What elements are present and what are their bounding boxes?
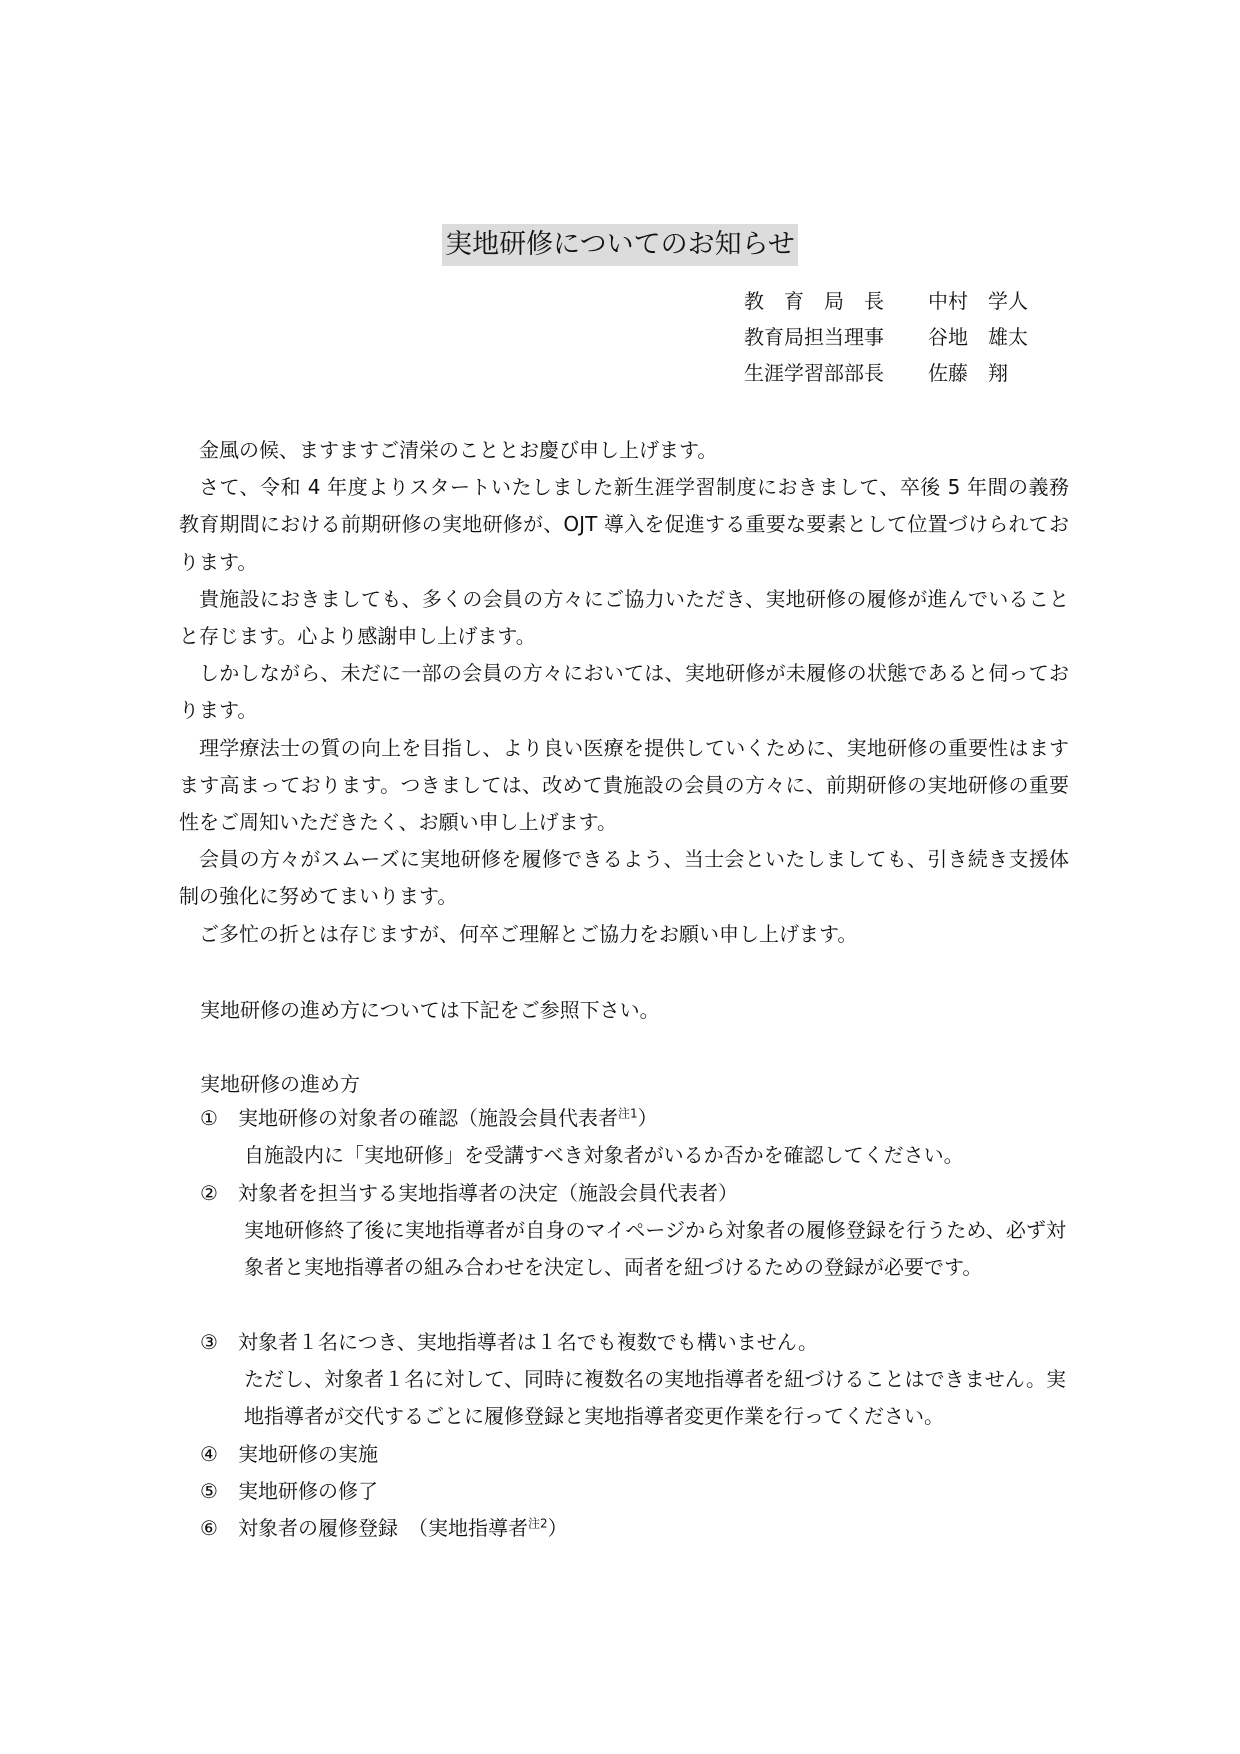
paragraph: 貴施設におきましても、多くの会員の方々にご協力いただき、実地研修の履修が進んでいることと存じます。心より感謝申し上げます。 bbox=[179, 586, 1069, 649]
document-title-wrap bbox=[0, 224, 1240, 266]
signatory-name: 佐藤 翔 bbox=[928, 361, 1008, 385]
step-5 bbox=[200, 1473, 1069, 1510]
step-number: ② bbox=[200, 1181, 218, 1205]
step-1-description: 自施設内に「実地研修」を受講すべき対象者がいるか否かを確認してください。 bbox=[244, 1143, 964, 1167]
step-close: ） bbox=[547, 1516, 568, 1540]
signatory-3 bbox=[744, 359, 1008, 387]
signatory-role: 教育局担当理事 bbox=[744, 325, 884, 349]
step-number: ⑤ bbox=[200, 1479, 218, 1503]
step-text: 実地研修の修了 bbox=[238, 1479, 378, 1503]
paragraph-closing: ご多忙の折とは存じますが、何卒ご理解とご協力をお願い申し上げます。 bbox=[199, 921, 858, 946]
signatory-1 bbox=[744, 287, 1028, 315]
step-number: ③ bbox=[200, 1330, 218, 1354]
reference-note: 実地研修の進め方については下記をご参照下さい。 bbox=[200, 998, 660, 1022]
paragraph: さて、令和 4 年度よりスタートいたしました新生涯学習制度におきまして、卒後 5 年間の義務教育期間における前期研修の実地研修が、OJT 導入を促進する重要な要素として位置づけられております。 bbox=[179, 475, 1069, 574]
step-2 bbox=[200, 1175, 1069, 1212]
step-text: 実地研修の対象者の確認（施設会員代表者 bbox=[238, 1106, 618, 1130]
step-2-description: 実地研修終了後に実地指導者が自身のマイページから対象者の履修登録を行うため、必ず対象者と実地指導者の組み合わせを決定し、両者を紐づけるための登録が必要です。 bbox=[244, 1218, 1066, 1280]
step-3 bbox=[200, 1324, 1069, 1361]
signatory-name: 中村 学人 bbox=[928, 289, 1028, 313]
step-number: ④ bbox=[200, 1442, 218, 1466]
step-1 bbox=[200, 1100, 1069, 1137]
step-3-description: ただし、対象者１名に対して、同時に複数名の実地指導者を紐づけることはできません。実地指導者が交代するごとに履修登録と実地指導者変更作業を行ってください。 bbox=[244, 1367, 1066, 1429]
signatory-role: 生涯学習部部長 bbox=[744, 361, 884, 385]
footnote-marker: 注1 bbox=[618, 1106, 638, 1121]
step-text: 対象者の履修登録 （実地指導者 bbox=[238, 1516, 528, 1540]
body-paragraphs bbox=[179, 432, 1069, 953]
signatory-2 bbox=[744, 323, 1028, 351]
paragraph-greeting: 金風の候、ますますご清栄のこととお慶び申し上げます。 bbox=[199, 438, 718, 462]
footnote-marker: 注2 bbox=[528, 1516, 548, 1531]
step-text: 対象者１名につき、実地指導者は１名でも複数でも構いません。 bbox=[238, 1330, 818, 1354]
signatory-name: 谷地 雄太 bbox=[928, 325, 1028, 349]
step-text: 実地研修の実施 bbox=[238, 1442, 378, 1466]
document-title: 実地研修についてのお知らせ bbox=[442, 224, 798, 266]
signatory-role: 教 育 局 長 bbox=[744, 289, 884, 313]
step-text: 対象者を担当する実地指導者の決定（施設会員代表者） bbox=[238, 1181, 738, 1205]
paragraph: 理学療法士の質の向上を目指し、より良い医療を提供していくために、実地研修の重要性はますます高まっております。つきましては、改めて貴施設の会員の方々に、前期研修の実地研修の重要性をご周知いただきたく、お願い申し上げます。 bbox=[179, 735, 1069, 835]
paragraph: 会員の方々がスムーズに実地研修を履修できるよう、当士会といたしましても、引き続き支援体制の強化に努めてまいります。 bbox=[179, 847, 1069, 909]
step-number: ① bbox=[200, 1106, 218, 1130]
step-close: ） bbox=[637, 1106, 658, 1130]
section-heading: 実地研修の進め方 bbox=[200, 1072, 360, 1096]
paragraph: しかしながら、未だに一部の会員の方々においては、実地研修が未履修の状態であると伺っております。 bbox=[179, 661, 1069, 723]
step-number: ⑥ bbox=[200, 1516, 218, 1540]
step-4 bbox=[200, 1436, 1069, 1473]
step-6 bbox=[200, 1510, 1069, 1547]
